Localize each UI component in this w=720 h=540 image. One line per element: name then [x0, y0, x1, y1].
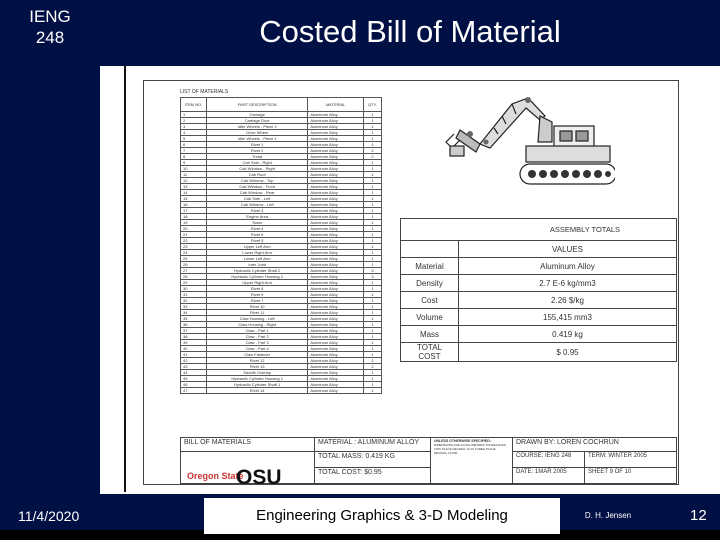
- bom-description: Claw Housing - Left: [206, 316, 307, 322]
- bom-description: Engine Area: [206, 214, 307, 220]
- bom-material: Aluminum Alloy: [308, 130, 364, 136]
- bom-item-no: 24: [181, 250, 207, 256]
- bom-item-no: 22: [181, 238, 207, 244]
- bom-qty: 1: [364, 316, 382, 322]
- bom-item-no: 45: [181, 376, 207, 382]
- assembly-total-row: [401, 343, 677, 362]
- assembly-label: Cost: [401, 292, 459, 309]
- footer-title: Engineering Graphics & 3-D Modeling: [256, 507, 508, 524]
- bom-description: Rivet 11: [206, 310, 307, 316]
- bom-material: Aluminum Alloy: [308, 376, 364, 382]
- assembly-total-label: TOTAL COST: [401, 343, 459, 362]
- bom-qty: 1: [364, 376, 382, 382]
- title-block-material: MATERIAL : ALUMINUM ALLOY: [315, 438, 431, 452]
- bom-caption: LIST OF MATERIALS: [180, 89, 229, 95]
- bom-description: Rivet 5: [206, 238, 307, 244]
- bom-qty: 1: [364, 262, 382, 268]
- bom-description: Rivet 1: [206, 142, 307, 148]
- bom-material: Aluminum Alloy: [308, 124, 364, 130]
- bom-item-no: 28: [181, 274, 207, 280]
- bom-material: Aluminum Alloy: [308, 358, 364, 364]
- bom-material: Aluminum Alloy: [308, 208, 364, 214]
- bom-material: Aluminum Alloy: [308, 148, 364, 154]
- bom-qty: 1: [364, 334, 382, 340]
- bom-description: Rivet 7: [206, 298, 307, 304]
- bom-description: Upper Left Arm: [206, 244, 307, 250]
- assembly-row: [401, 275, 677, 292]
- bom-qty: 2: [364, 154, 382, 160]
- left-sidebar-bar: [0, 0, 100, 540]
- bom-qty: 1: [364, 244, 382, 250]
- course-number: 248: [35, 28, 65, 47]
- bom-description: Cab Window - Right: [206, 166, 307, 172]
- bom-qty: 2: [364, 148, 382, 154]
- bom-description: Claw - Part 3: [206, 340, 307, 346]
- bom-description: Hydraulic Cylinder Shaft 2: [206, 268, 307, 274]
- assembly-value: 2.7 E-6 kg/mm3: [459, 275, 677, 292]
- bom-item-no: 34: [181, 310, 207, 316]
- title-block-drawn-by: DRAWN BY: LOREN COCHRUN: [513, 438, 677, 452]
- assembly-values-header: VALUES: [459, 241, 677, 258]
- bom-material: Aluminum Alloy: [308, 172, 364, 178]
- bill-of-materials-table: [180, 88, 382, 394]
- bom-item-no: 42: [181, 358, 207, 364]
- bom-description: Claw Fastener: [206, 352, 307, 358]
- bom-item-no: 17: [181, 208, 207, 214]
- bom-qty: 1: [364, 346, 382, 352]
- bom-material: Aluminum Alloy: [308, 136, 364, 142]
- bom-description: Saddle Overlap: [206, 370, 307, 376]
- bom-qty: 1: [364, 250, 382, 256]
- bom-item-no: 9: [181, 160, 207, 166]
- bom-qty: 1: [364, 280, 382, 286]
- bom-description: Cab Window - Front: [206, 184, 307, 190]
- title-block-term: TERM: WINTER 2005: [585, 452, 677, 468]
- bom-qty: 1: [364, 310, 382, 316]
- bom-description: Cab Window - Rear: [206, 190, 307, 196]
- bom-qty: 1: [364, 220, 382, 226]
- bom-qty: 1: [364, 226, 382, 232]
- assembly-caption-row: [401, 219, 677, 241]
- notes-heading: UNLESS OTHERWISE SPECIFIED:: [434, 439, 491, 443]
- assembly-total-value: $ 0.95: [459, 343, 677, 362]
- bom-qty: 1: [364, 202, 382, 208]
- bom-item-no: 38: [181, 334, 207, 340]
- bom-description: Claw - Part 4: [206, 346, 307, 352]
- bom-material: Aluminum Alloy: [308, 112, 364, 118]
- bom-item-no: 25: [181, 256, 207, 262]
- bom-item-no: 1: [181, 112, 207, 118]
- bom-material: Aluminum Alloy: [308, 250, 364, 256]
- bom-item-no: 20: [181, 226, 207, 232]
- bom-qty: 1: [364, 232, 382, 238]
- bom-qty: 1: [364, 178, 382, 184]
- slide-title: Costed Bill of Material: [259, 14, 561, 49]
- bom-material: Aluminum Alloy: [308, 160, 364, 166]
- bom-description: Claw - Part 1: [206, 328, 307, 334]
- bom-qty: 1: [364, 166, 382, 172]
- bom-qty: 3: [364, 268, 382, 274]
- bom-item-no: 30: [181, 286, 207, 292]
- bom-item-no: 18: [181, 214, 207, 220]
- bom-item-no: 5: [181, 136, 207, 142]
- bom-col-qty: QTY.: [364, 98, 382, 112]
- excavator-illustration: [440, 86, 615, 194]
- bom-qty: 1: [364, 304, 382, 310]
- bom-description: Hydraulic Cylinder Housing 2: [206, 274, 307, 280]
- bom-material: Aluminum Alloy: [308, 256, 364, 262]
- bom-col-item-no: ITEM NO.: [181, 98, 207, 112]
- bom-item-no: 33: [181, 304, 207, 310]
- bom-qty: 1: [364, 238, 382, 244]
- bom-description: Cab Window - Top: [206, 178, 307, 184]
- bom-qty: 1: [364, 256, 382, 262]
- bom-description: Tower: [206, 220, 307, 226]
- bom-item-no: 26: [181, 262, 207, 268]
- bom-material: Aluminum Alloy: [308, 304, 364, 310]
- bom-item-no: 21: [181, 232, 207, 238]
- course-code: IENG: [29, 7, 71, 26]
- bom-material: Aluminum Alloy: [308, 364, 364, 370]
- footer-date: 11/4/2020: [18, 508, 80, 524]
- bom-item-no: 11: [181, 172, 207, 178]
- assembly-header-row: [401, 241, 677, 258]
- bom-qty: 1: [364, 298, 382, 304]
- assembly-value: Aluminum Alloy: [459, 258, 677, 275]
- bom-qty: 3: [364, 274, 382, 280]
- bom-item-no: 15: [181, 196, 207, 202]
- bom-description: Upper Right Arm: [206, 280, 307, 286]
- bom-description: Hydraulic Cylinder Shaft 1: [206, 382, 307, 388]
- bom-item-no: 31: [181, 292, 207, 298]
- bom-material: Aluminum Alloy: [308, 388, 364, 394]
- bom-description: Rivet 8: [206, 286, 307, 292]
- title-block-logo-area: [181, 452, 315, 484]
- bom-material: Aluminum Alloy: [308, 202, 364, 208]
- university-logo-mark: OSU: [236, 466, 282, 484]
- bom-qty: 1: [364, 388, 382, 394]
- bom-description: Rivet 6: [206, 232, 307, 238]
- bom-qty: 1: [364, 340, 382, 346]
- bom-description: Cab Roof: [206, 172, 307, 178]
- bom-material: Aluminum Alloy: [308, 232, 364, 238]
- bom-qty: 1: [364, 208, 382, 214]
- assembly-label: Density: [401, 275, 459, 292]
- title-block-notes: [431, 438, 513, 484]
- bom-description: Cab Side - Right: [206, 160, 307, 166]
- bom-material: Aluminum Alloy: [308, 226, 364, 232]
- bom-col-description: PART DESCRIPTION: [206, 98, 307, 112]
- bom-description: Hydraulic Cylinder Housing 1: [206, 376, 307, 382]
- bom-material: Aluminum Alloy: [308, 238, 364, 244]
- bom-item-no: 44: [181, 370, 207, 376]
- bom-description: Inter Joint: [206, 262, 307, 268]
- bom-material: Aluminum Alloy: [308, 118, 364, 124]
- university-logo-text: Oregon State: [187, 471, 244, 481]
- assembly-caption: ASSEMBLY TOTALS: [401, 219, 677, 241]
- bom-description: Rivet 2: [206, 148, 307, 154]
- bom-material: Aluminum Alloy: [308, 382, 364, 388]
- bom-material: Aluminum Alloy: [308, 178, 364, 184]
- assembly-label: Mass: [401, 326, 459, 343]
- bom-row: [181, 388, 382, 394]
- bom-description: Rivet 12: [206, 358, 307, 364]
- assembly-row: [401, 309, 677, 326]
- bom-material: Aluminum Alloy: [308, 292, 364, 298]
- bom-qty: 1: [364, 190, 382, 196]
- bom-qty: 1: [364, 172, 382, 178]
- bom-material: Aluminum Alloy: [308, 190, 364, 196]
- bom-item-no: 43: [181, 364, 207, 370]
- bom-item-no: 40: [181, 346, 207, 352]
- assembly-totals-table: [400, 218, 677, 362]
- bom-item-no: 16: [181, 202, 207, 208]
- bom-item-no: 29: [181, 280, 207, 286]
- bom-qty: 1: [364, 184, 382, 190]
- bom-qty: 1: [364, 196, 382, 202]
- bom-item-no: 6: [181, 142, 207, 148]
- bom-item-no: 12: [181, 178, 207, 184]
- title-block-course: COURSE: IENG 248: [513, 452, 585, 468]
- bom-description: Idler Wheels - Piece 1: [206, 136, 307, 142]
- assembly-label: Material: [401, 258, 459, 275]
- bom-material: Aluminum Alloy: [308, 334, 364, 340]
- bom-qty: 1: [364, 118, 382, 124]
- bom-material: Aluminum Alloy: [308, 196, 364, 202]
- bom-item-no: 3: [181, 124, 207, 130]
- bom-item-no: 35: [181, 316, 207, 322]
- bom-material: Aluminum Alloy: [308, 316, 364, 322]
- bom-qty: 1: [364, 142, 382, 148]
- assembly-label: Volume: [401, 309, 459, 326]
- bom-material: Aluminum Alloy: [308, 214, 364, 220]
- bom-item-no: 46: [181, 382, 207, 388]
- title-block-total-mass: TOTAL MASS: 0.419 KG: [315, 452, 431, 468]
- bom-item-no: 19: [181, 220, 207, 226]
- bom-material: Aluminum Alloy: [308, 142, 364, 148]
- bom-qty: 1: [364, 136, 382, 142]
- bom-qty: 1: [364, 328, 382, 334]
- bom-item-no: 39: [181, 340, 207, 346]
- bom-description: Rivet 3: [206, 208, 307, 214]
- bom-item-no: 13: [181, 184, 207, 190]
- notes-body: DIMENSIONS ARE IN MILLIMETERS TOLERANCES: TWO PLACE DECIMAL ±0.01 THREE PLACE DECIMAL ±0.005: [434, 443, 507, 455]
- bom-description: Lower Right Arm: [206, 250, 307, 256]
- bom-description: Rivet 4: [206, 226, 307, 232]
- bom-qty: 1: [364, 130, 382, 136]
- bom-qty: 1: [364, 352, 382, 358]
- bom-qty: 1: [364, 292, 382, 298]
- bom-item-no: 4: [181, 130, 207, 136]
- bom-material: Aluminum Alloy: [308, 280, 364, 286]
- bom-material: Aluminum Alloy: [308, 244, 364, 250]
- bom-material: Aluminum Alloy: [308, 346, 364, 352]
- bom-description: Idler Wheels - Piece 2: [206, 124, 307, 130]
- bom-description: Claw - Part 2: [206, 334, 307, 340]
- bom-material: Aluminum Alloy: [308, 184, 364, 190]
- bom-description: Rivet 9: [206, 292, 307, 298]
- bom-description: Rivet 13: [206, 364, 307, 370]
- bom-description: Cab Window - Left: [206, 202, 307, 208]
- bom-description: Tread: [206, 154, 307, 160]
- bom-material: Aluminum Alloy: [308, 328, 364, 334]
- bom-description: Claw Housing - Right: [206, 322, 307, 328]
- bom-header-row: [181, 98, 382, 112]
- footer-author: D. H. Jensen: [584, 511, 632, 520]
- bom-item-no: 37: [181, 328, 207, 334]
- bom-qty: 2: [364, 364, 382, 370]
- bom-qty: 1: [364, 214, 382, 220]
- bom-material: Aluminum Alloy: [308, 268, 364, 274]
- assembly-value: 0.419 kg: [459, 326, 677, 343]
- page-number: 12: [690, 507, 707, 524]
- bom-description: Rivet 14: [206, 388, 307, 394]
- bom-item-no: 41: [181, 352, 207, 358]
- bom-qty: 2: [364, 358, 382, 364]
- bom-qty: 1: [364, 112, 382, 118]
- bom-description: Carriage Door: [206, 118, 307, 124]
- assembly-row: [401, 292, 677, 309]
- assembly-value: 155,415 mm3: [459, 309, 677, 326]
- bom-qty: 1: [364, 124, 382, 130]
- title-block-sheet: SHEET 9 OF 10: [588, 469, 632, 475]
- bom-item-no: 8: [181, 154, 207, 160]
- bom-description: Carriage: [206, 112, 307, 118]
- bom-qty: 1: [364, 370, 382, 376]
- bom-material: Aluminum Alloy: [308, 310, 364, 316]
- assembly-row: [401, 326, 677, 343]
- bom-col-material: MATERIAL: [308, 98, 364, 112]
- bom-qty: 1: [364, 160, 382, 166]
- drawing-title-block: [180, 437, 677, 484]
- bom-item-no: 7: [181, 148, 207, 154]
- assembly-row: [401, 258, 677, 275]
- bom-material: Aluminum Alloy: [308, 298, 364, 304]
- bom-item-no: 23: [181, 244, 207, 250]
- bom-item-no: 10: [181, 166, 207, 172]
- assembly-label-header: [401, 241, 459, 258]
- bom-material: Aluminum Alloy: [308, 262, 364, 268]
- bom-qty: 1: [364, 322, 382, 328]
- bom-material: Aluminum Alloy: [308, 352, 364, 358]
- bom-item-no: 36: [181, 322, 207, 328]
- bom-description: Drive Wheel: [206, 130, 307, 136]
- bom-description: Cab Side - Left: [206, 196, 307, 202]
- bom-material: Aluminum Alloy: [308, 322, 364, 328]
- bom-item-no: 47: [181, 388, 207, 394]
- bom-item-no: 27: [181, 268, 207, 274]
- bom-material: Aluminum Alloy: [308, 370, 364, 376]
- assembly-value: 2.26 $/kg: [459, 292, 677, 309]
- title-block-date: DATE: 1MAR 2005: [513, 468, 585, 484]
- bom-item-no: 2: [181, 118, 207, 124]
- bom-description: Rivet 10: [206, 304, 307, 310]
- title-block-total-cost: TOTAL COST: $0.95: [315, 468, 431, 484]
- bom-item-no: 14: [181, 190, 207, 196]
- bom-material: Aluminum Alloy: [308, 220, 364, 226]
- bom-material: Aluminum Alloy: [308, 340, 364, 346]
- bom-material: Aluminum Alloy: [308, 166, 364, 172]
- bom-qty: 1: [364, 286, 382, 292]
- course-label: [0, 6, 100, 48]
- bom-material: Aluminum Alloy: [308, 274, 364, 280]
- bom-material: Aluminum Alloy: [308, 154, 364, 160]
- bom-material: Aluminum Alloy: [308, 286, 364, 292]
- bom-description: Lower Left Arm: [206, 256, 307, 262]
- title-block-bill-label: BILL OF MATERIALS: [181, 438, 315, 452]
- bom-item-no: 32: [181, 298, 207, 304]
- bom-qty: 1: [364, 382, 382, 388]
